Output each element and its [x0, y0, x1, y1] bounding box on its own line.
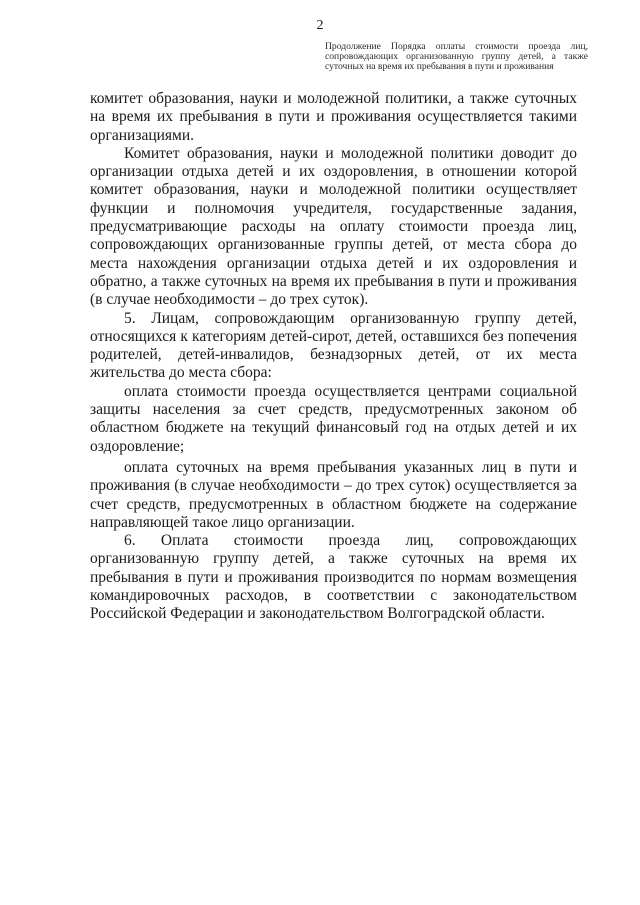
- document-body: [90, 90, 577, 624]
- paragraph-continuation: комитет образования, науки и молодежной политики, а также суточных на время их пребывания в пути и проживания осуществляется такими организациями.: [90, 90, 577, 144]
- page-number: 2: [316, 18, 324, 33]
- running-header-note: Продолжение Порядка оплаты стоимости проезда лиц, сопровождающих организованную группу детей, а также суточных на время их пребывания в пути и проживания: [325, 41, 588, 72]
- paragraph-item-5: 5. Лицам, сопровождающим организованную группу детей, относящихся к категориям детей-сирот, детей, оставшихся без попечения родителей, детей-инвалидов, безнадзорных детей, от их места жительства до места сбора:: [90, 309, 577, 382]
- paragraph-travel-payment: оплата стоимости проезда осуществляется центрами социальной защиты населения за счет средств, предусмотренных законом об областном бюджете на текущий финансовый год на отдых детей и их оздоровление;: [90, 382, 577, 455]
- paragraph-item-6: 6. Оплата стоимости проезда лиц, сопровождающих организованную группу детей, а также суточных на время их пребывания в пути и проживания производится по нормам возмещения командировочных расходов, в соответствии с законодательством Российской Федерации и законодательством Волгоградской области.: [90, 532, 577, 623]
- paragraph-daily-allowance: оплата суточных на время пребывания указанных лиц в пути и проживания (в случае необходимости – до трех суток) осуществляется за счет средств, предусмотренных в областном бюджете на содержание направляющей такое лицо организации.: [90, 458, 577, 531]
- paragraph-committee: Комитет образования, науки и молодежной политики доводит до организации отдыха детей и их оздоровления, в отношении которой комитет образования, науки и молодежной политики осуществляет функции и полномочия учредителя, государственные задания, предусматривающие расходы на оплату стоимости проезда лиц, сопровождающих организованные группы детей, от места сбора до места нахождения организации отдыха детей и их оздоровления и обратно, а также суточных на время их пребывания в пути и проживания (в случае необходимости – до трех суток).: [90, 144, 577, 309]
